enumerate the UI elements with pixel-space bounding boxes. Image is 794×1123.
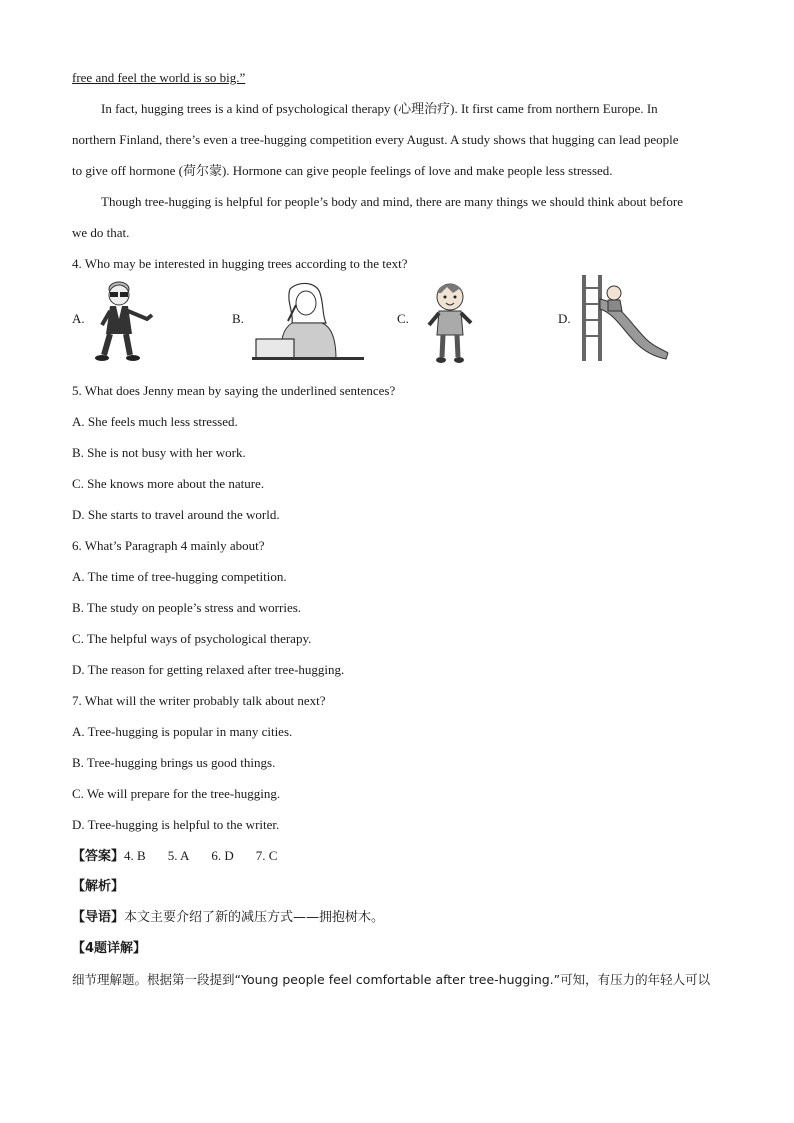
option-a[interactable] — [72, 279, 222, 369]
question-7-option-b[interactable]: B. Tree-hugging brings us good things. — [72, 755, 276, 770]
question-6-option-d[interactable]: D. The reason for getting relaxed after tree-hugging. — [72, 662, 345, 677]
question-7-option-d[interactable]: D. Tree-hugging is helpful to the writer. — [72, 817, 280, 832]
question-7-option-c[interactable]: C. We will prepare for the tree-hugging. — [72, 786, 281, 801]
paragraph-4-line-2: we do that. — [72, 225, 130, 240]
answer-6: 6. D — [211, 848, 234, 863]
option-a-label: A. — [72, 311, 85, 326]
detail-4-text: 细节理解题。根据第一段提到“Young people feel comfortable after tree-hugging.”可知，有压力的年轻人可以 — [72, 972, 711, 987]
boy-image — [425, 281, 475, 365]
question-5-option-b[interactable]: B. She is not busy with her work. — [72, 445, 246, 460]
paragraph-4-line-1: Though tree-hugging is helpful for people’s body and mind, there are many things we should think about before — [101, 194, 683, 209]
guide-line — [72, 902, 724, 933]
answer-7: 7. C — [255, 848, 278, 863]
option-b[interactable] — [232, 279, 392, 369]
option-c[interactable] — [397, 279, 547, 369]
guide-text: 本文主要介绍了新的减压方式——拥抱树木。 — [124, 910, 385, 925]
option-d-label: D. — [558, 311, 571, 326]
option-b-label: B. — [232, 311, 244, 326]
question-4-stem: 4. Who may be interested in hugging trees according to the text? — [72, 256, 408, 271]
child-on-slide-image — [580, 273, 670, 363]
question-6-option-a[interactable]: A. The time of tree-hugging competition. — [72, 569, 287, 584]
detail-4-tag: 【4题详解】 — [72, 941, 147, 956]
question-6-option-b[interactable]: B. The study on people’s stress and worries. — [72, 600, 302, 615]
paragraph-3-line-1: In fact, hugging trees is a kind of psychological therapy (心理治疗). It first came from northern Europe. In — [101, 101, 658, 116]
answer-4: 4. B — [124, 848, 146, 863]
question-6-stem: 6. What’s Paragraph 4 mainly about? — [72, 538, 265, 553]
old-man-sunglasses-image — [92, 279, 162, 365]
question-5-stem: 5. What does Jenny mean by saying the underlined sentences? — [72, 383, 396, 398]
question-5-option-d[interactable]: D. She starts to travel around the world. — [72, 507, 280, 522]
paragraph-3-line-3: to give off hormone (荷尔蒙). Hormone can give people feelings of love and make people less stressed. — [72, 163, 613, 178]
question-5-option-c[interactable]: C. She knows more about the nature. — [72, 476, 265, 491]
option-c-label: C. — [397, 311, 409, 326]
question-6-option-c[interactable]: C. The helpful ways of psychological therapy. — [72, 631, 312, 646]
paragraph-3-line-2: northern Finland, there’s even a tree-hugging competition every August. A study shows that hugging can lead people — [72, 132, 679, 147]
guide-tag: 【导语】 — [72, 910, 125, 925]
answer-tag: 【答案】 — [72, 849, 125, 864]
answer-line — [72, 840, 724, 871]
option-d[interactable] — [558, 279, 724, 369]
answer-5: 5. A — [167, 848, 190, 863]
document-page — [72, 62, 724, 995]
underlined-sentence: free and feel the world is so big.” — [72, 70, 246, 85]
woman-laptop-image — [252, 281, 364, 361]
question-5-option-a[interactable]: A. She feels much less stressed. — [72, 414, 238, 429]
question-7-option-a[interactable]: A. Tree-hugging is popular in many cities. — [72, 724, 293, 739]
question-4-options — [72, 279, 724, 375]
question-7-stem: 7. What will the writer probably talk about next? — [72, 693, 326, 708]
analysis-tag: 【解析】 — [72, 879, 125, 894]
